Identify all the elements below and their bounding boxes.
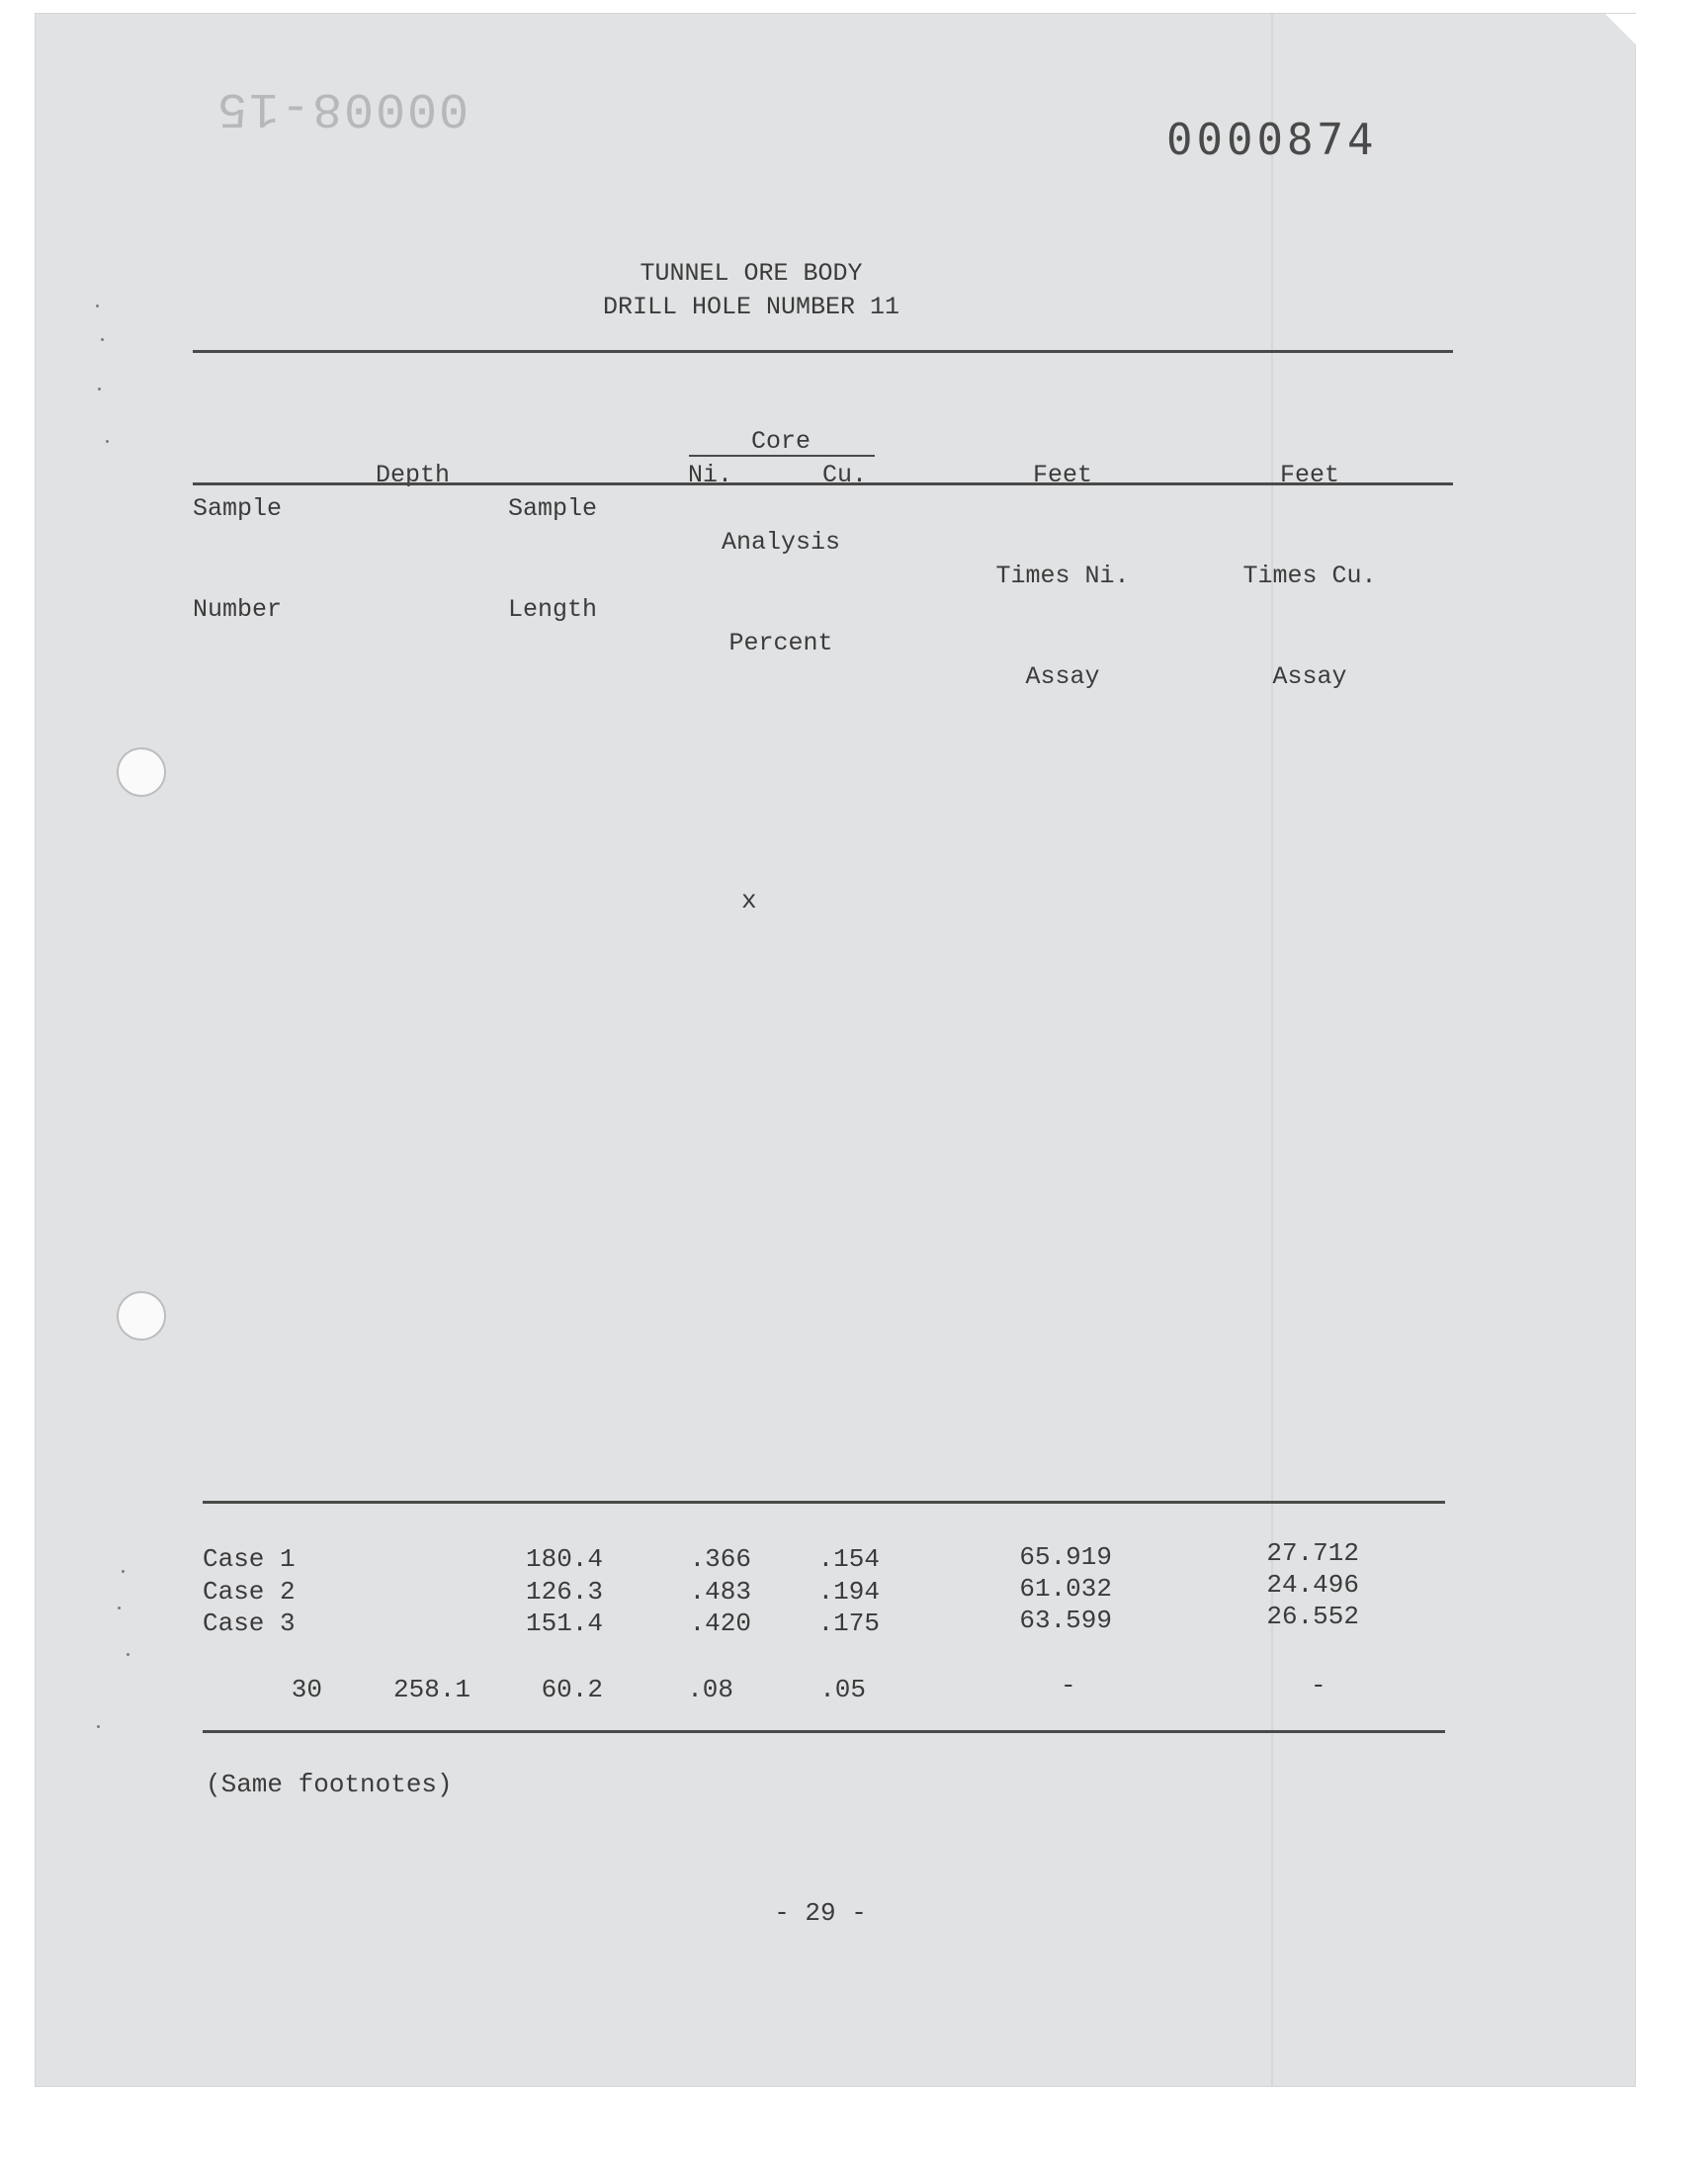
header-bottom-rule [193,482,1453,485]
sample-feet-cu: - [1311,1671,1326,1700]
sample-cu: .05 [819,1675,866,1704]
case-feet-cu: 27.712 [1266,1538,1359,1568]
case-label: Case 1 [203,1544,296,1574]
document-title: TUNNEL ORE BODY [640,259,863,288]
header-depth: Depth [376,461,451,489]
speck [122,1570,125,1573]
case-feet-cu: 24.496 [1266,1570,1359,1600]
header-sample-number [193,425,282,660]
case-feet-cu: 26.552 [1266,1602,1359,1631]
header-cu: Cu. [822,461,868,489]
header-sample-number-line2: Number [193,595,283,624]
core-analysis-underline [689,455,875,457]
case-length: 180.4 [525,1544,603,1574]
case-label: Case 3 [203,1609,296,1638]
serial-stamp-number: 0000874 [1166,115,1378,165]
sample-length: 60.2 [541,1675,603,1704]
ghost-stamp-number: 00008-15 [215,79,470,135]
case-length: 151.4 [525,1609,603,1638]
punch-hole [117,1291,166,1341]
case-feet-ni: 65.919 [1019,1542,1112,1572]
speck [106,440,109,443]
case-ni: .420 [689,1609,751,1638]
case-cu: .175 [817,1609,880,1638]
footnote: (Same footnotes) [206,1770,453,1799]
header-feet-times-cu [1211,392,1409,728]
folded-corner [1605,14,1647,55]
speck [98,388,101,391]
header-core-analysis [682,358,880,694]
header-sample-number-line1: Sample [193,494,283,523]
document-subtitle: DRILL HOLE NUMBER 11 [602,293,900,321]
header-sample-length-line1: Sample [508,494,598,523]
summary-bottom-rule [203,1730,1445,1733]
case-feet-ni: 61.032 [1019,1574,1112,1604]
sample-ni: .08 [687,1675,733,1704]
scan-artifact-line [1271,14,1273,2086]
sample-feet-ni: - [1061,1671,1076,1700]
header-sample-length [508,425,597,660]
header-ni: Ni. [688,461,733,489]
case-ni: .483 [689,1577,751,1607]
header-feet-ni-line3: Assay [1025,662,1100,691]
sample-depth: 258.1 [392,1675,470,1704]
header-feet-ni-line1: Feet [1032,461,1092,489]
summary-top-rule [203,1501,1445,1504]
case-ni: .366 [689,1544,751,1574]
header-feet-cu-line3: Assay [1272,662,1347,691]
header-core-line2: Analysis [721,528,841,557]
speck [96,304,99,307]
case-cu: .194 [817,1577,880,1607]
case-cu: .154 [817,1544,880,1574]
speck [118,1607,121,1610]
speck [127,1653,129,1656]
header-core-line3: Percent [728,629,833,657]
header-feet-cu-line2: Times Cu. [1242,562,1377,590]
header-sample-length-line2: Length [508,595,598,624]
case-label: Case 2 [203,1577,296,1607]
header-core-line1: Core [750,427,811,456]
page-number: - 29 - [774,1898,867,1928]
case-feet-ni: 63.599 [1019,1606,1112,1635]
header-feet-cu-line1: Feet [1279,461,1339,489]
speck [97,1725,100,1728]
sample-number: 30 [291,1675,322,1704]
center-x-mark: x [741,886,757,915]
punch-hole [117,747,166,797]
speck [101,338,104,341]
case-length: 126.3 [525,1577,603,1607]
header-feet-times-ni [964,392,1161,728]
header-top-rule [193,350,1453,353]
header-feet-ni-line2: Times Ni. [995,562,1130,590]
